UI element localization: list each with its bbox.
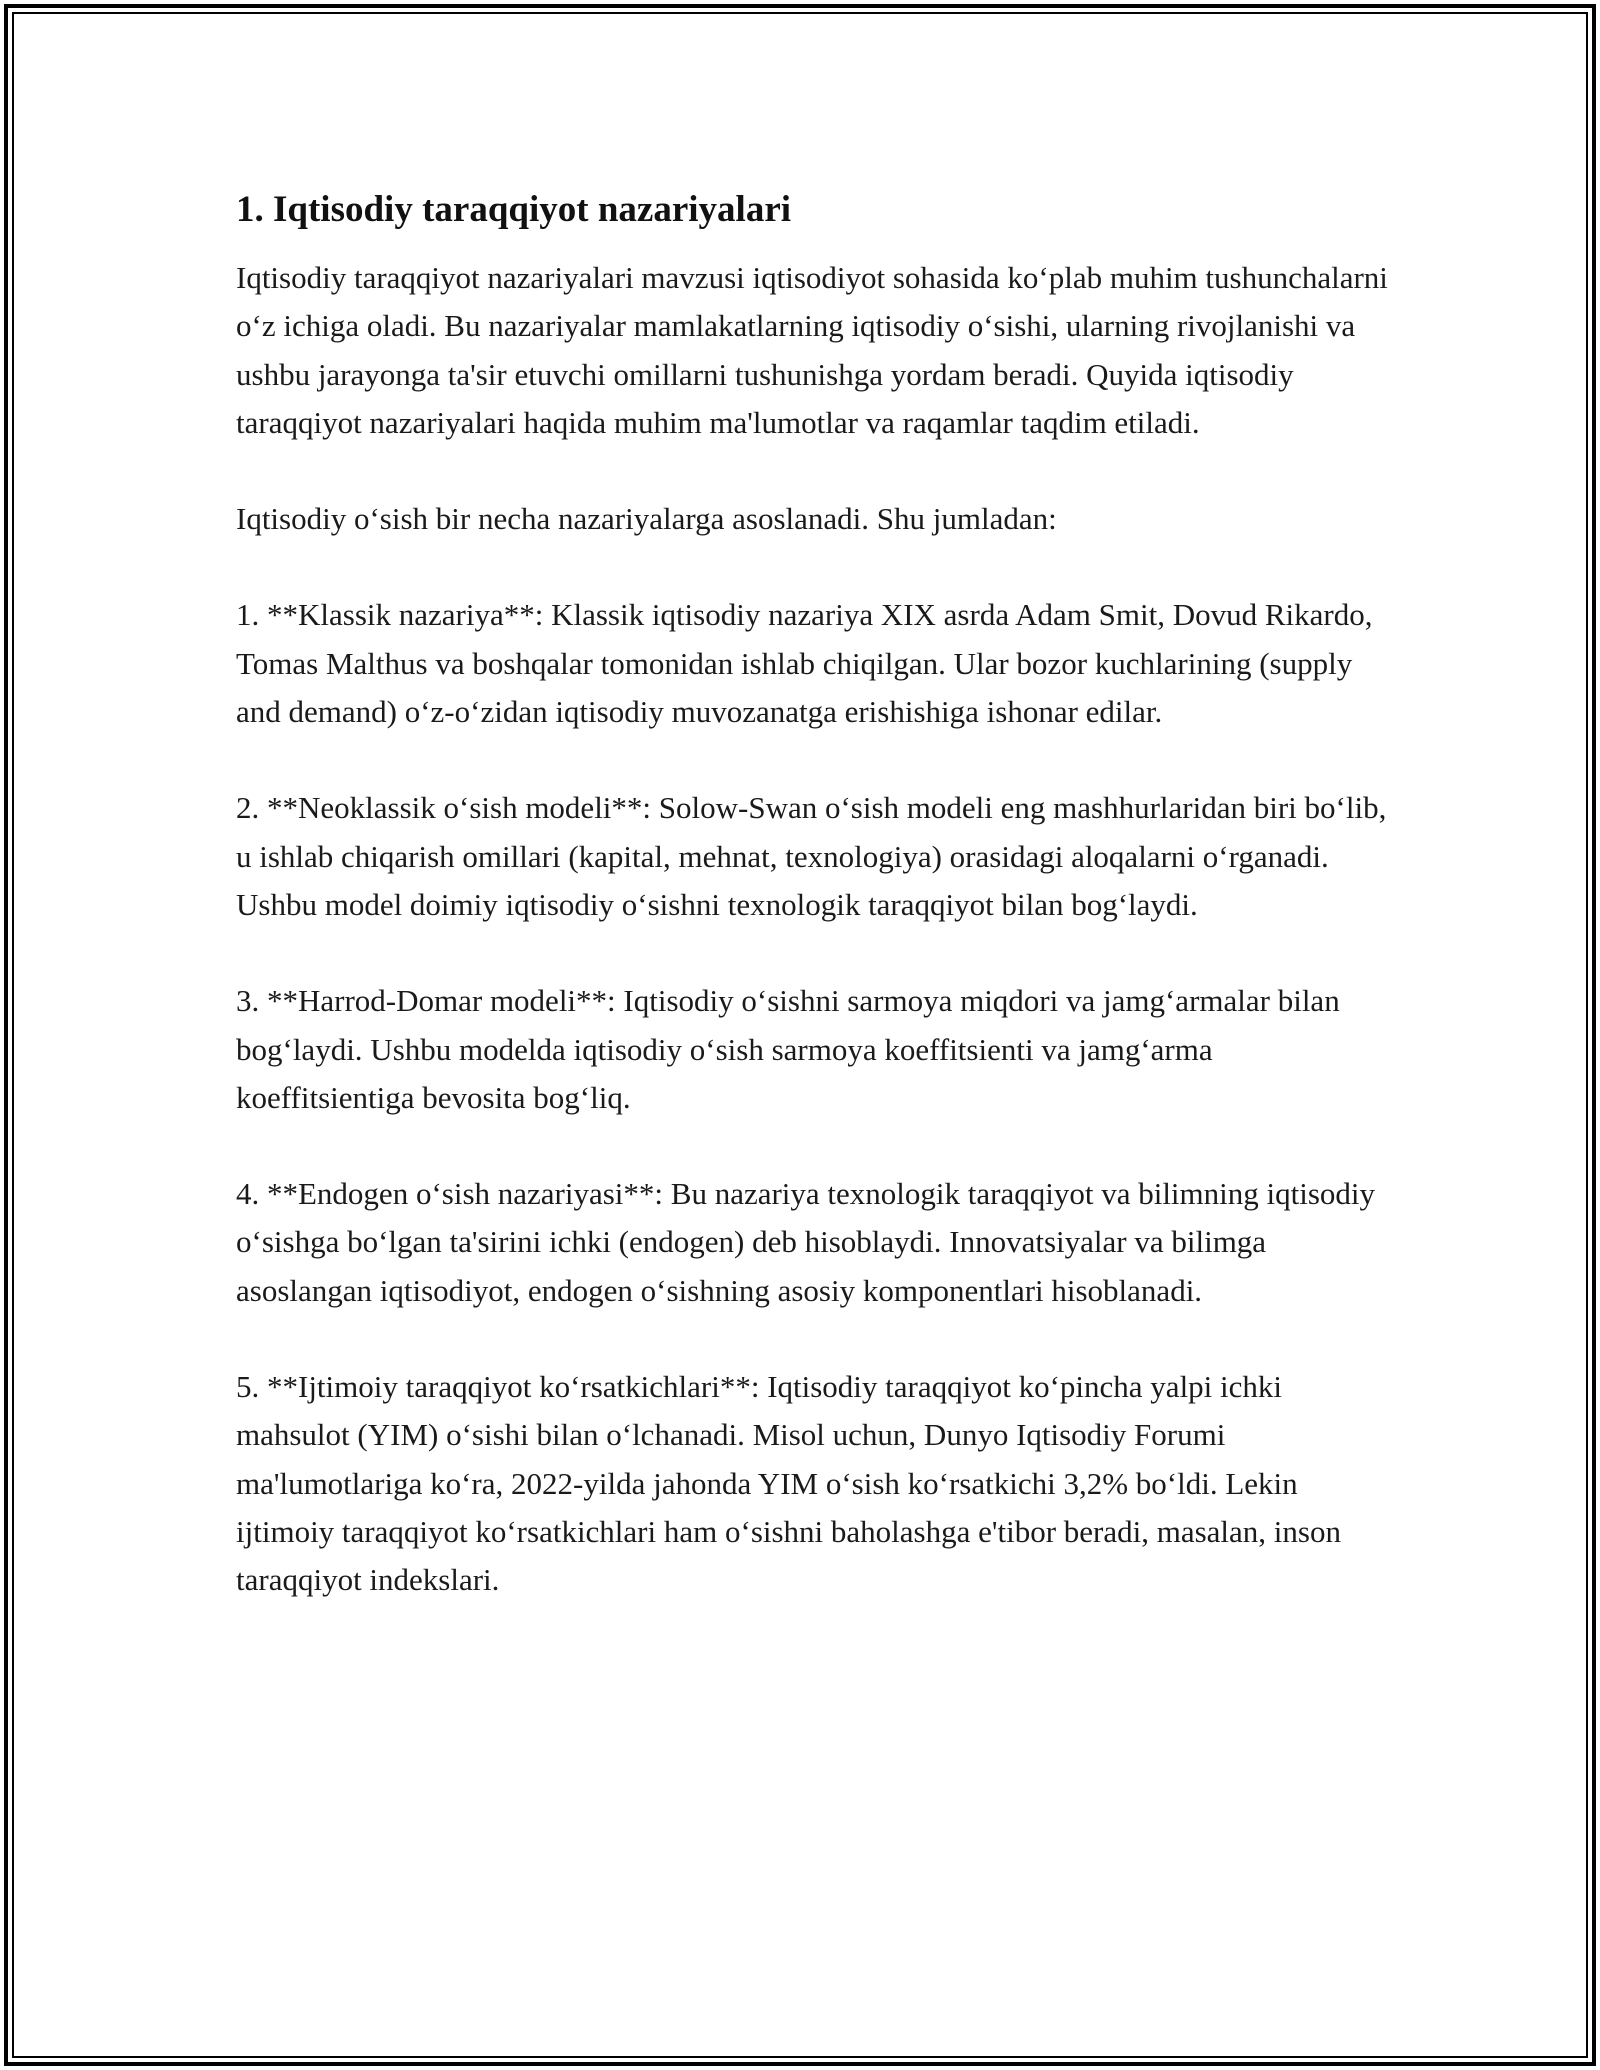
list-item-harrod-domar-model: 3. **Harrod-Domar modeli**: Iqtisodiy oʻsishni sarmoya miqdori va jamgʻarmalar bilan bogʻlaydi. Ushbu modelda iqtisodiy oʻsish sarmoya koeffitsienti va jamgʻarma koeffitsientiga bevosita bogʻliq.	[236, 983, 1340, 1115]
lead-paragraph: Iqtisodiy oʻsish bir necha nazariyalarga asoslanadi. Shu jumladan:	[236, 501, 1057, 537]
intro-paragraph: Iqtisodiy taraqqiyot nazariyalari mavzusi iqtisodiyot sohasida koʻplab muhim tushunchalarni oʻz ichiga oladi. Bu nazariyalar mamlakatlarning iqtisodiy oʻsishi, ularning rivojlanishi va ushbu jarayonga ta'sir etuvchi omillarni tushunishga yordam beradi. Quyida iqtisodiy taraqqiyot nazariyalari haqida muhim ma'lumotlar va raqamlar taqdim etiladi.	[236, 260, 1388, 440]
document-body	[236, 186, 1396, 1605]
paragraph-spacer	[236, 929, 1396, 977]
paragraph-spacer	[236, 1122, 1396, 1170]
list-item-endogenous-growth: 4. **Endogen oʻsish nazariyasi**: Bu nazariya texnologik taraqqiyot va bilimning iqtisodiy oʻsishga boʻlgan ta'sirini ichki (endogen) deb hisoblaydi. Innovatsiyalar va bilimga asoslangan iqtisodiyot, endogen oʻsishning asosiy komponentlari hisoblanadi.	[236, 1176, 1376, 1308]
paragraph-spacer	[236, 543, 1396, 591]
list-item-classical-theory: 1. **Klassik nazariya**: Klassik iqtisodiy nazariya XIX asrda Adam Smit, Dovud Rikardo, Tomas Malthus va boshqalar tomonidan ishlab chiqilgan. Ular bozor kuchlarining (supply and demand) oʻz-oʻzidan iqtisodiy muvozanatga erishishiga ishonar edilar.	[236, 597, 1373, 730]
section-title: 1. Iqtisodiy taraqqiyot nazariyalari	[236, 189, 792, 230]
paragraph-spacer	[236, 1315, 1396, 1363]
paragraph-spacer	[236, 736, 1396, 784]
paragraph-spacer	[236, 447, 1396, 495]
list-item-social-indicators: 5. **Ijtimoiy taraqqiyot koʻrsatkichlari**: Iqtisodiy taraqqiyot koʻpincha yalpi ichki mahsulot (YIM) oʻsishi bilan oʻlchanadi. Misol uchun, Dunyo Iqtisodiy Forumi ma'lumotlariga koʻra, 2022-yilda jahonda YIM oʻsish koʻrsatkichi 3,2% boʻldi. Lekin ijtimoiy taraqqiyot koʻrsatkichlari ham oʻsishni baholashga e'tibor beradi, masalan, inson taraqqiyot indekslari.	[236, 1369, 1341, 1598]
list-item-neoclassical-model: 2. **Neoklassik oʻsish modeli**: Solow-Swan oʻsish modeli eng mashhurlaridan biri boʻlib, u ishlab chiqarish omillari (kapital, mehnat, texnologiya) orasidagi aloqalarni oʻrganadi. Ushbu model doimiy iqtisodiy oʻsishni texnologik taraqqiyot bilan bogʻlaydi.	[236, 790, 1387, 922]
